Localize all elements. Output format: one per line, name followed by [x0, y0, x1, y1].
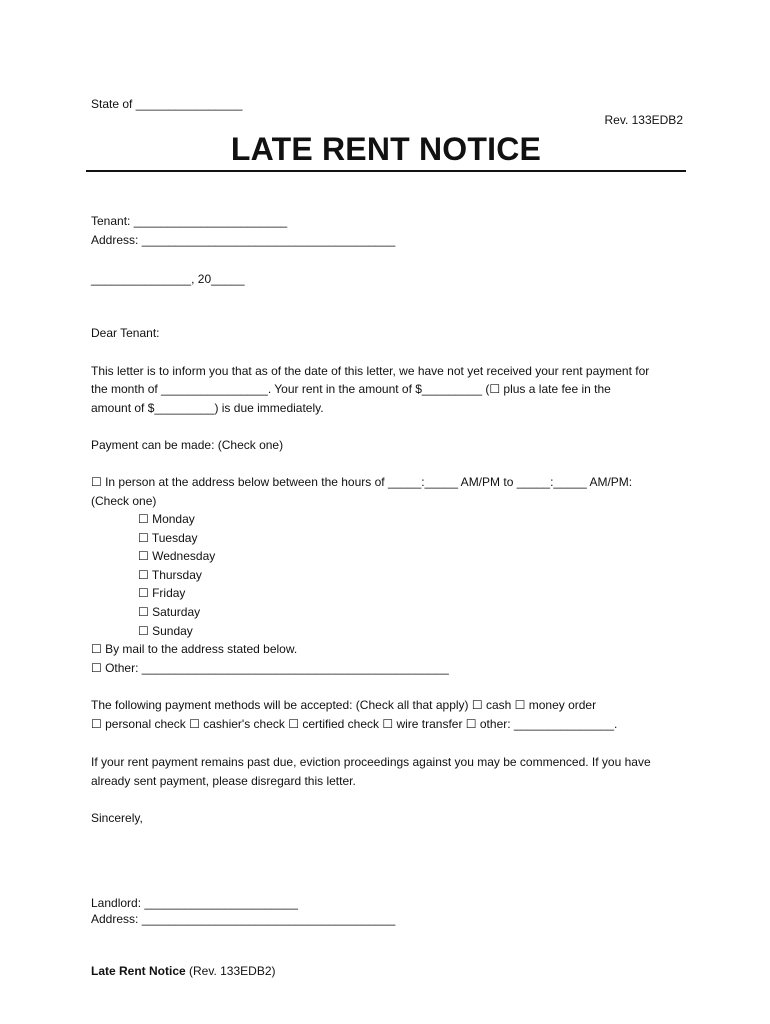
payment-intro: Payment can be made: (Check one) [91, 438, 284, 452]
payment-methods-line: The following payment methods will be accepted: (Check all that apply) ☐ cash ☐ money order [91, 698, 597, 712]
by-mail-option: ☐ By mail to the address stated below. [91, 642, 298, 656]
day-option-saturday: ☐ Saturday [138, 605, 201, 619]
tenant-field: Tenant: _______________________ [91, 214, 288, 228]
other-option: ☐ Other: ______________________________________________ [91, 661, 449, 675]
day-option-tuesday: ☐ Tuesday [138, 531, 198, 545]
footer-revision: (Rev. 133EDB2) [185, 964, 276, 978]
date-field: _______________, 20_____ [91, 272, 245, 286]
check-one-note: (Check one) [91, 494, 157, 508]
state-field: State of ________________ [91, 97, 243, 111]
body-paragraph-line: amount of $_________) is due immediately. [91, 401, 324, 415]
body-paragraph-line: the month of ________________. Your rent in the amount of $_________ (☐ plus a late fee in the [91, 382, 611, 396]
salutation: Dear Tenant: [91, 326, 160, 340]
footer-doc-name: Late Rent Notice [91, 964, 186, 978]
warning-line: already sent payment, please disregard this letter. [91, 774, 356, 788]
day-option-sunday: ☐ Sunday [138, 624, 193, 638]
in-person-option: ☐ In person at the address below between the hours of _____:_____ AM/PM to _____:_____ AM/PM: [91, 475, 633, 489]
day-option-friday: ☐ Friday [138, 586, 186, 600]
document-title: LATE RENT NOTICE [230, 131, 542, 167]
day-option-wednesday: ☐ Wednesday [138, 549, 216, 563]
footer [91, 964, 276, 978]
day-option-thursday: ☐ Thursday [138, 568, 202, 582]
day-option-monday: ☐ Monday [138, 512, 195, 526]
landlord-field: Landlord: _______________________ [91, 896, 298, 910]
body-paragraph-line: This letter is to inform you that as of the date of this letter, we have not yet received your rent payment for [91, 364, 650, 378]
revision-label: Rev. 133EDB2 [604, 113, 683, 127]
title-divider [86, 170, 686, 172]
tenant-address-field: Address: ______________________________________ [91, 233, 396, 247]
landlord-address-field: Address: ______________________________________ [91, 912, 396, 926]
closing: Sincerely, [91, 811, 143, 825]
payment-methods-line: ☐ personal check ☐ cashier's check ☐ certified check ☐ wire transfer ☐ other: _______________. [91, 717, 618, 731]
warning-line: If your rent payment remains past due, eviction proceedings against you may be commenced. If you have [91, 755, 651, 769]
